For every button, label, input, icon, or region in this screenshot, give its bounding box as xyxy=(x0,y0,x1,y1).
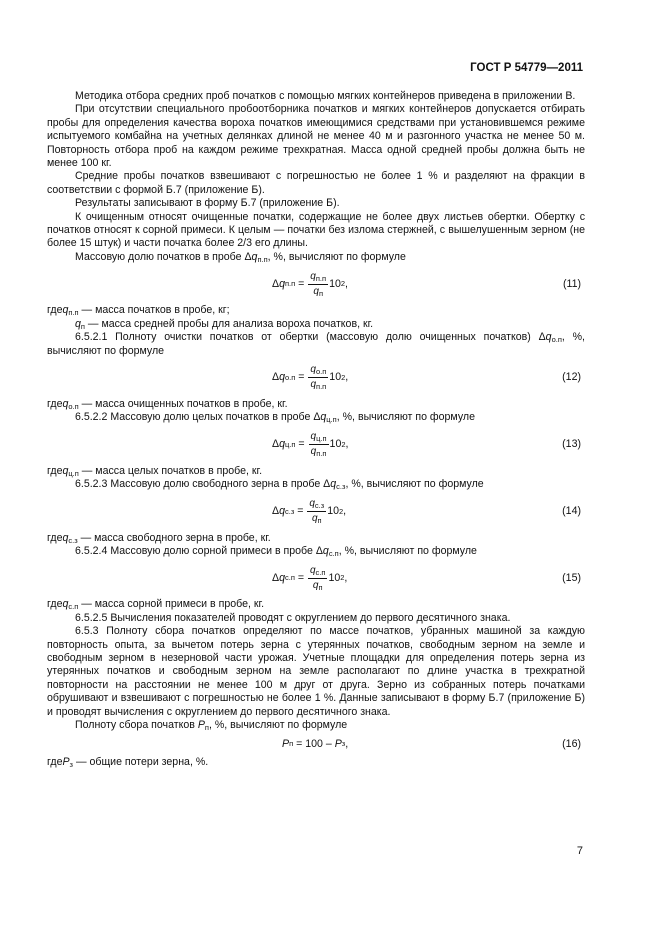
formula-12-expression: Δ q о.п = $\frac{q_{о.п}}{q_{п.п}}$ 10 2 , xyxy=(272,364,349,392)
section-6-5-3: 6.5.3 Полноту сбора початков определяют по массе початков, убранных машиной за каждую повторность опыта, за вычетом потерь зерна с утерянных початков, свободным зерном на земле и свободным зерном в незерновой части урожая. Учетные площадки для определения потерь зерна из утерянных початков и свободным зерном на земле располагают по длине участка в трехкратной повторности на расстоянии не менее 100 м друг от друга. Зерно из собранных потерь початками обрушивают и взвешивают с погрешностью не более 1 %. Данные записывают в форму Б.7 (приложение Б) и проводят вычисления с округлением до первого десятичного знака. xyxy=(47,625,585,718)
equation-number-15: (15) xyxy=(562,571,581,584)
section-6-5-2-1: 6.5.2.1 Полноту очистки початков от обертки (массовую долю очищенных початков) $\Delta q_{о.п}$, %, вычисляют по формуле xyxy=(47,331,585,357)
fraction: $\frac{q_{о.п}}{q_{п.п}}$ xyxy=(310,364,327,392)
fraction: $\frac{q_{п.п}}{q_п}$ xyxy=(310,270,327,298)
equation-number-14: (14) xyxy=(562,504,581,517)
section-6-5-2-2: 6.5.2.2 Массовую долю целых початков в пробе $\Delta q_{ц.п}$, %, вычисляют по формуле xyxy=(75,411,475,425)
equation-number-12: (12) xyxy=(562,371,581,384)
where-q-p: $q_п$ — масса средней пробы для анализа вороха початков, кг. xyxy=(75,317,374,331)
equation-number-13: (13) xyxy=(562,438,581,451)
formula-15 xyxy=(47,558,585,598)
formula-16-expression: P п = 100 – P з , xyxy=(282,737,349,750)
equation-number-11: (11) xyxy=(562,277,581,290)
paragraph-results: Результаты записывают в форму Б.7 (приложение Б). xyxy=(75,197,340,210)
formula-14-expression: Δ q с.з = $\frac{q_{с.з}}{q_п}$ 10 2 , xyxy=(272,498,347,526)
page-content xyxy=(47,90,585,770)
section-6-5-2-5: 6.5.2.5 Вычисления показателей проводят с округлением до первого десятичного знака. xyxy=(75,611,511,624)
formula-11 xyxy=(47,264,585,304)
formula-13 xyxy=(47,425,585,465)
paragraph-formula-11-intro: Массовую долю початков в пробе $\Delta q_{п.п}$, %, вычисляют по формуле xyxy=(75,250,406,264)
paragraph-weighing: Средние пробы початков взвешивают с погрешностью не более 1 % и разделяют на фракции в соответствии с формой Б.7 (приложение Б). xyxy=(47,170,585,196)
paragraph-formula-16-intro: Полноту сбора початков $P_п$, %, вычисляют по формуле xyxy=(75,719,348,732)
paragraph-methodology: Методика отбора средних проб початков с помощью мягких контейнеров приведена в приложении В. xyxy=(75,90,576,102)
fraction: $\frac{q_{ц.п}}{q_{п.п}}$ xyxy=(310,431,327,459)
formula-11-expression: Δ q п.п = $\frac{q_{п.п}}{q_п}$ 10 2 , xyxy=(272,270,348,298)
document-header: ГОСТ Р 54779—2011 xyxy=(470,62,583,74)
where-q-op: где $q_{о.п}$ — масса очищенных початков в пробе, кг. xyxy=(47,397,288,411)
paragraph-definitions: К очищенным относят очищенные початки, содержащие не более двух листьев обертки. Обертку с початков относят к сорной примеси. К целым — початки без излома стержней, с вышелушенным зерном (не более 15 штук) и части початка более 2/3 его длины. xyxy=(47,210,585,250)
fraction: $\frac{q_{с.з}}{q_п}$ xyxy=(309,498,325,526)
formula-12 xyxy=(47,358,585,398)
equation-number-16: (16) xyxy=(562,737,581,750)
where-q-pp: где $q_{п.п}$ — масса початков в пробе, кг; xyxy=(47,304,230,318)
where-q-sp: где $q_{с.п}$ — масса сорной примеси в пробе, кг. xyxy=(47,598,265,612)
paragraph-sampling: При отсутствии специального пробоотборника початков и мягких контейнеров допускается отбирать пробы для определения качества вороха початков имеющимися средствами при установившемся режиме испытуемого комбайна на учетных делянках длиной не менее 40 м и разгонного участка не менее 50 м. Повторность отбора проб на каждом режиме трехкратная. Масса одной средней пробы должна быть не менее 100 кг. xyxy=(47,103,585,170)
section-6-5-2-3: 6.5.2.3 Массовую долю свободного зерна в пробе $\Delta q_{с.з}$, %, вычисляют по формуле xyxy=(75,478,484,492)
formula-16 xyxy=(47,732,585,756)
formula-14 xyxy=(47,492,585,532)
fraction: $\frac{q_{с.п}}{q_п}$ xyxy=(309,564,326,592)
where-q-cp: где $q_{ц.п}$ — масса целых початков в пробе, кг. xyxy=(47,464,263,478)
section-6-5-2-4: 6.5.2.4 Массовую долю сорной примеси в пробе $\Delta q_{с.п}$, %, вычисляют по формуле xyxy=(75,544,477,558)
page-number: 7 xyxy=(576,845,583,857)
where-q-sz: где $q_{с.з}$ — масса свободного зерна в пробе, кг. xyxy=(47,531,271,545)
formula-15-expression: Δ q с.п = $\frac{q_{с.п}}{q_п}$ 10 2 , xyxy=(272,564,348,592)
where-P-z: где $P_з$ — общие потери зерна, %. xyxy=(47,756,209,770)
formula-13-expression: Δ q ц.п = $\frac{q_{ц.п}}{q_{п.п}}$ 10 2 , xyxy=(272,431,349,459)
